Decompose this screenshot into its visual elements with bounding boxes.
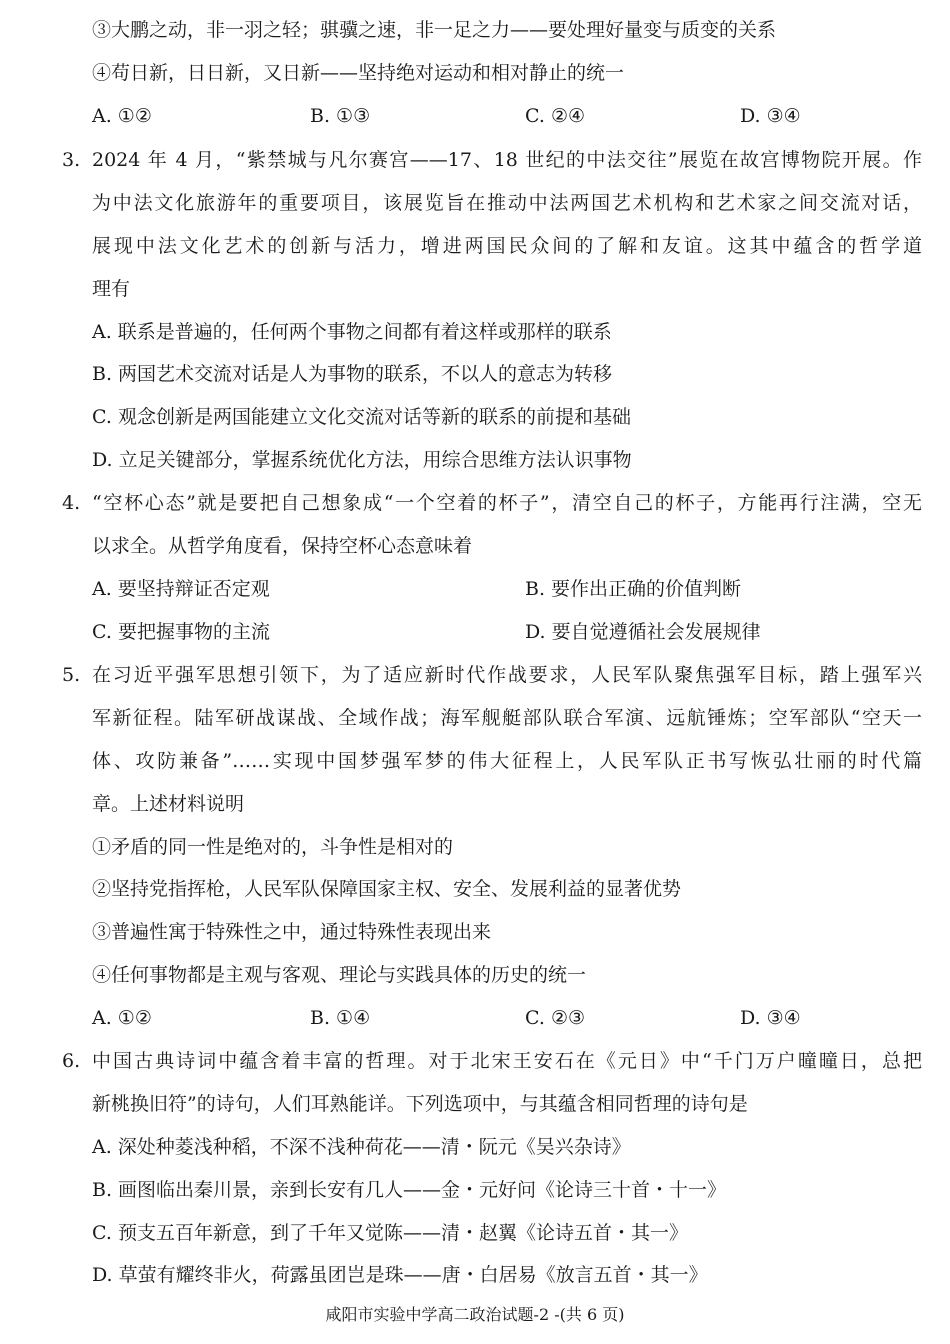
question-6-line-2: 新桃换旧符”的诗句，人们耳熟能详。下列选项中，与其蕴含相同哲理的诗句是	[92, 1093, 748, 1115]
question-3-option-d: D. 立足关键部分，掌握系统优化方法，用综合思维方法认识事物	[92, 449, 632, 471]
question-4-number: 4.	[62, 492, 81, 514]
question-5-option-d: D. ③④	[740, 1007, 801, 1029]
question-4-option-b: B. 要作出正确的价值判断	[525, 578, 742, 600]
page-footer: 咸阳市实验中学高二政治试题-2 -(共 6 页)	[325, 1305, 625, 1324]
question-5-option-a: A. ①②	[92, 1007, 152, 1029]
question-5-item-1: ①矛盾的同一性是绝对的，斗争性是相对的	[92, 836, 454, 858]
question-6-option-a: A. 深处种菱浅种稻，不深不浅种荷花——清・阮元《吴兴杂诗》	[92, 1136, 631, 1158]
question-4-line-1: “空杯心态”就是要把自己想象成“一个空着的杯子”，清空自己的杯子，方能再行注满，空无	[92, 492, 922, 514]
question-3-line-3: 展现中法文化艺术的创新与活力，增进两国民众间的了解和友谊。这其中蕴含的哲学道	[92, 235, 922, 257]
prev-item-4: ④苟日新，日日新，又日新——坚持绝对运动和相对静止的统一	[92, 62, 625, 84]
question-3-line-1: 2024 年 4 月，“紫禁城与凡尔赛宫——17、18 世纪的中法交往”展览在故宫博物院开展。作	[92, 149, 922, 171]
question-4-option-c: C. 要把握事物的主流	[92, 621, 270, 643]
question-5-line-4: 章。上述材料说明	[92, 793, 245, 815]
question-6-number: 6.	[62, 1050, 81, 1072]
question-5-line-1: 在习近平强军思想引领下，为了适应新时代作战要求，人民军队聚焦强军目标，踏上强军兴	[92, 664, 922, 686]
question-5-line-2: 军新征程。陆军研战谋战、全域作战；海军舰艇部队联合军演、远航锤炼；空军部队“空天一	[92, 707, 922, 729]
question-6-option-b: B. 画图临出秦川景，亲到长安有几人——金・元好问《论诗三十首・十一》	[92, 1179, 727, 1201]
prev-option-a: A. ①②	[92, 105, 152, 127]
question-6-option-c: C. 预支五百年新意，到了千年又觉陈——清・赵翼《论诗五首・其一》	[92, 1222, 688, 1244]
question-4-line-2: 以求全。从哲学角度看，保持空杯心态意味着	[92, 535, 473, 557]
question-4-option-d: D. 要自觉遵循社会发展规律	[525, 621, 761, 643]
question-5-option-b: B. ①④	[310, 1007, 371, 1029]
prev-item-3: ③大鹏之动，非一羽之轻；骐骥之速，非一足之力——要处理好量变与质变的关系	[92, 19, 777, 41]
question-3-line-4: 理有	[92, 278, 131, 300]
question-5-item-4: ④任何事物都是主观与客观、理论与实践具体的历史的统一	[92, 964, 587, 986]
question-3-number: 3.	[62, 149, 81, 171]
question-3-line-2: 为中法文化旅游年的重要项目，该展览旨在推动中法两国艺术机构和艺术家之间交流对话，	[92, 192, 922, 214]
question-3-option-c: C. 观念创新是两国能建立文化交流对话等新的联系的前提和基础	[92, 406, 631, 428]
question-4-option-a: A. 要坚持辩证否定观	[92, 578, 270, 600]
question-5-option-c: C. ②③	[525, 1007, 586, 1029]
prev-option-c: C. ②④	[525, 105, 586, 127]
question-6-option-d: D. 草萤有耀终非火，荷露虽团岂是珠——唐・白居易《放言五首・其一》	[92, 1264, 708, 1286]
prev-option-d: D. ③④	[740, 105, 801, 127]
question-5-item-2: ②坚持党指挥枪，人民军队保障国家主权、安全、发展利益的显著优势	[92, 878, 682, 900]
question-3-option-a: A. 联系是普遍的，任何两个事物之间都有着这样或那样的联系	[92, 321, 612, 343]
question-5-number: 5.	[62, 664, 81, 686]
question-3-option-b: B. 两国艺术交流对话是人为事物的联系，不以人的意志为转移	[92, 363, 613, 385]
question-5-line-3: 体、攻防兼备”……实现中国梦强军梦的伟大征程上，人民军队正书写恢弘壮丽的时代篇	[92, 750, 922, 772]
question-6-line-1: 中国古典诗词中蕴含着丰富的哲理。对于北宋王安石在《元日》中“千门万户曈曈日，总把	[92, 1050, 922, 1072]
prev-option-b: B. ①③	[310, 105, 371, 127]
question-5-item-3: ③普遍性寓于特殊性之中，通过特殊性表现出来	[92, 921, 492, 943]
